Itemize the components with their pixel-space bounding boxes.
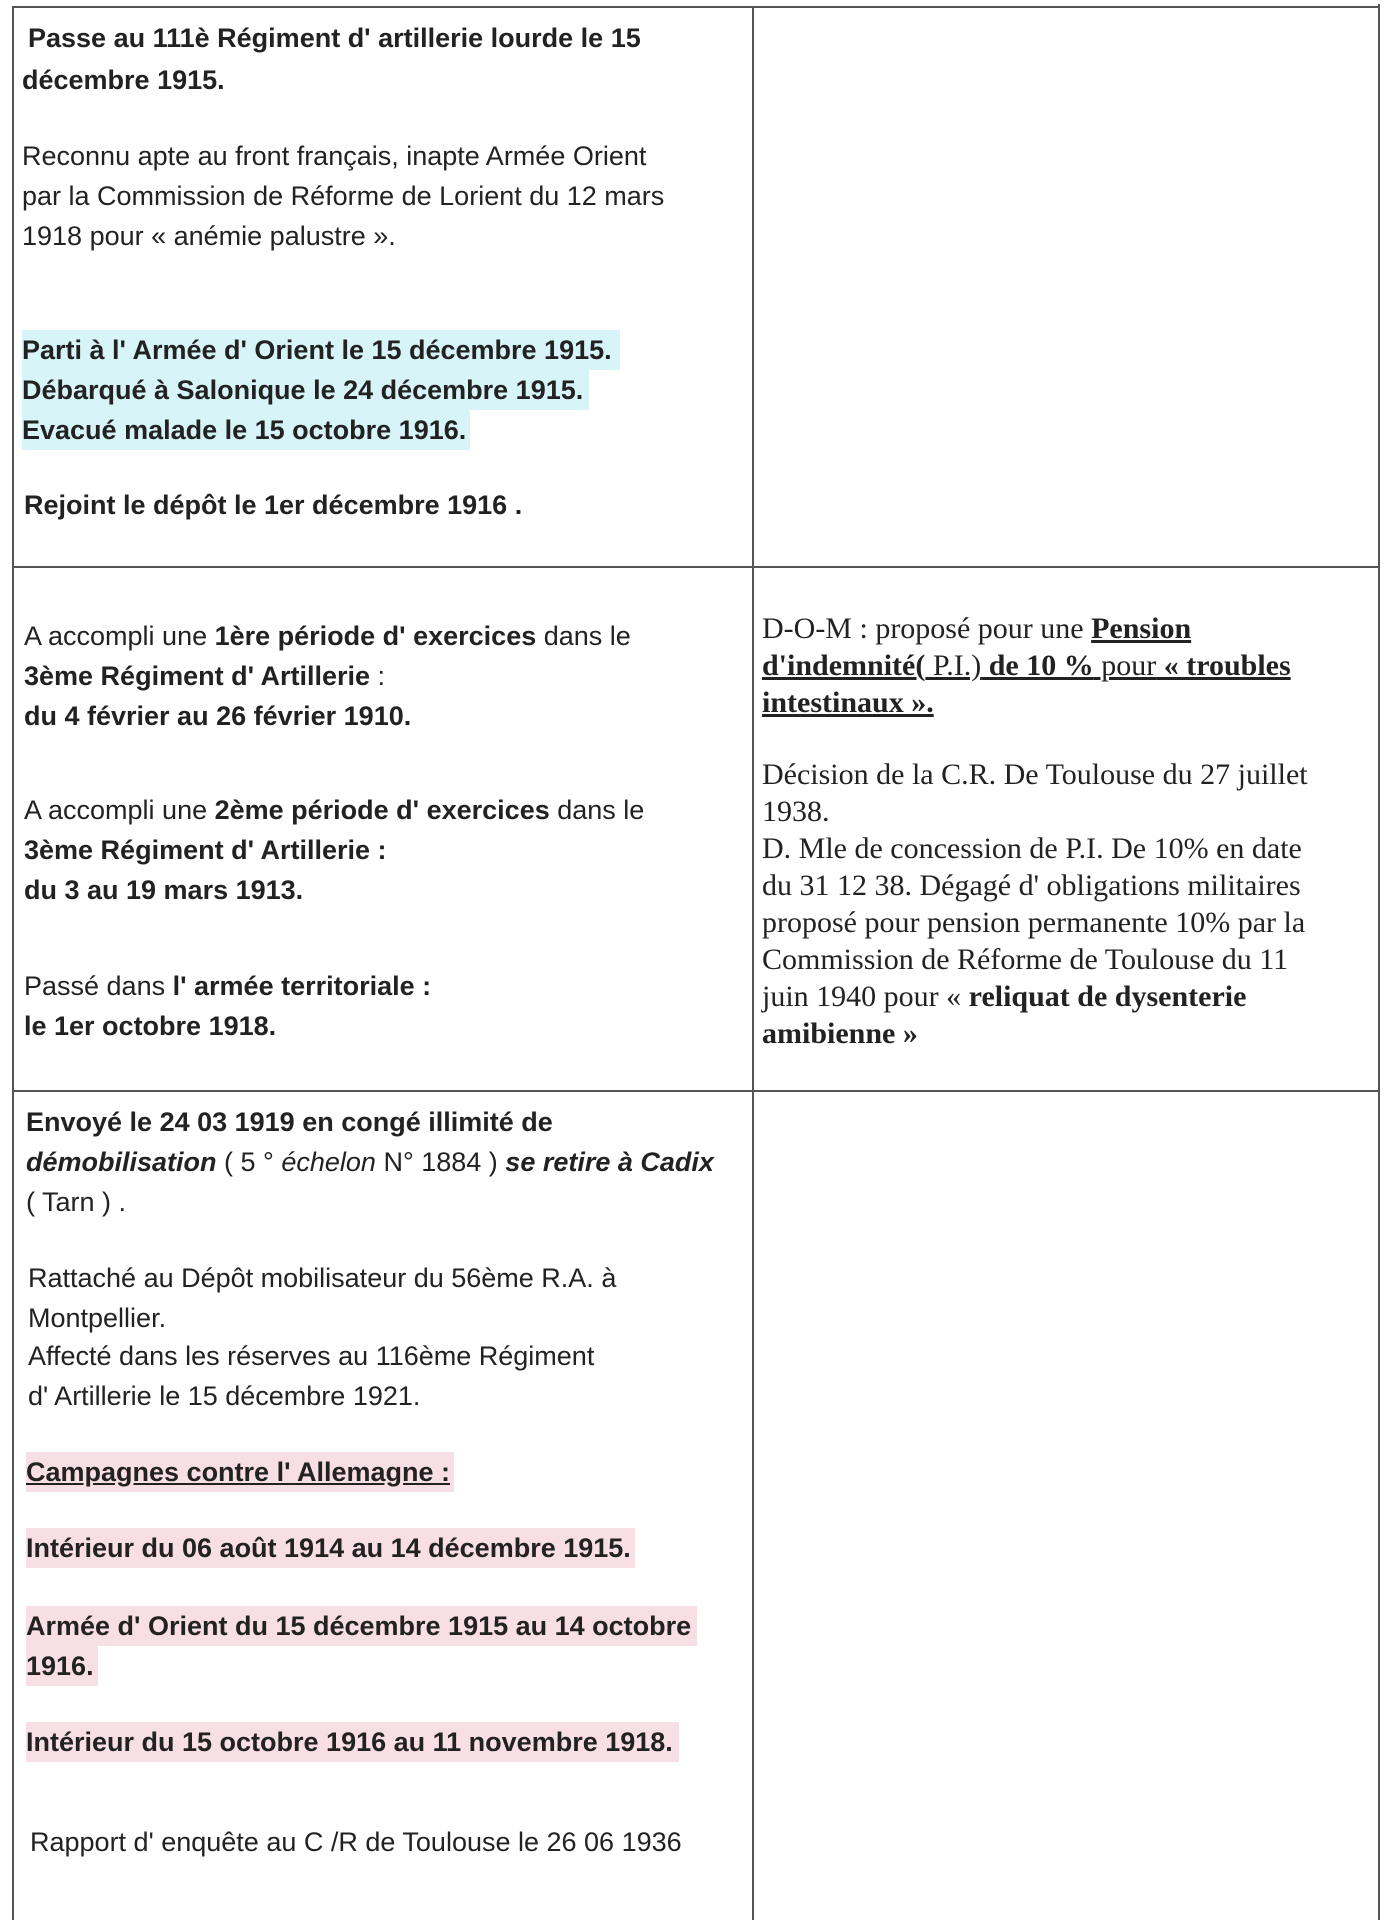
campaign-interior-2: Intérieur du 15 octobre 1916 au 11 novembre 1918.	[26, 1722, 679, 1762]
regiment-transfer-line: Passe au 111è Régiment d' artillerie lourde le 15	[28, 23, 641, 53]
pension-heading: Pension	[1091, 612, 1192, 645]
dom-pension-line-1	[762, 610, 1191, 647]
depot-return-line: Rejoint le dépôt le 1er décembre 1916 .	[24, 490, 523, 520]
echelon-open: ( 5 °	[216, 1147, 282, 1177]
retire-cadix: se retire à Cadix	[505, 1147, 714, 1177]
attached-depot-line-2: Montpellier.	[28, 1303, 167, 1333]
inquiry-report-line: Rapport d' enquête au C /R de Toulouse le 26 06 1936	[30, 1827, 682, 1857]
second-exercise-dates: du 3 au 19 mars 1913.	[24, 875, 304, 905]
attached-depot-line-1: Rattaché au Dépôt mobilisateur du 56ème R.A. à	[28, 1263, 617, 1293]
decision-line-8: amibienne »	[762, 1017, 918, 1050]
decision-line-3: D. Mle de concession de P.I. De 10% en date	[762, 832, 1302, 865]
decision-line-7	[762, 978, 1246, 1015]
first-exercise-regiment-colon: :	[370, 661, 386, 691]
first-exercise-regiment-name: 3ème Régiment d' Artillerie	[24, 661, 371, 691]
pi-abbrev: P.I.)	[925, 649, 982, 682]
echelon-word: échelon	[281, 1147, 376, 1177]
table-row-divider-1	[12, 566, 1380, 568]
table-border-left	[12, 6, 14, 1920]
second-exercise-regiment: 3ème Régiment d' Artillerie :	[24, 835, 387, 865]
first-exercise-prefix: A accompli une	[24, 621, 215, 651]
orient-departure-line: Parti à l' Armée d' Orient le 15 décembre 1915.	[22, 330, 620, 370]
first-exercise-line	[24, 616, 631, 656]
demobilisation-line-3: ( Tarn ) .	[26, 1187, 127, 1217]
territorial-army: l' armée territoriale :	[172, 971, 432, 1001]
decision-line-5: proposé pour pension permanente 10% par la	[762, 906, 1306, 939]
reserve-line-1: Affecté dans les réserves au 116ème Régiment	[28, 1341, 595, 1371]
dysentery-label: reliquat de dysenterie	[968, 980, 1247, 1013]
pension-rate: de 10 %	[981, 649, 1094, 682]
decision-line-6: Commission de Réforme de Toulouse du 11	[762, 943, 1289, 976]
dom-pension-line-3: intestinaux ».	[762, 686, 934, 719]
pension-for: pour	[1093, 649, 1157, 682]
salonique-landing-line: Débarqué à Salonique le 24 décembre 1915.	[22, 370, 589, 410]
decision-line-4: du 31 12 38. Dégagé d' obligations militaires	[762, 869, 1301, 902]
regiment-transfer-date: décembre 1915.	[22, 65, 225, 95]
table-row-divider-2	[12, 1090, 1380, 1092]
troubles-label: « troubles	[1156, 649, 1291, 682]
reform-text-line-1: Reconnu apte au front français, inapte Armée Orient	[22, 141, 647, 171]
territorial-prefix: Passé dans	[24, 971, 173, 1001]
dom-pension-line-2	[762, 647, 1291, 684]
second-exercise-suffix: dans le	[549, 795, 645, 825]
territorial-army-line	[24, 966, 431, 1006]
second-exercise-period: 2ème période d' exercices	[214, 795, 550, 825]
second-exercise-line	[24, 790, 644, 830]
reserve-line-2: d' Artillerie le 15 décembre 1921.	[28, 1381, 421, 1411]
campaign-orient-line-1: Armée d' Orient du 15 décembre 1915 au 14 octobre	[26, 1606, 697, 1646]
territorial-date: le 1er octobre 1918.	[24, 1011, 277, 1041]
demobilisation-line-2	[26, 1142, 714, 1182]
demobilisation-line-1: Envoyé le 24 03 1919 en congé illimité de	[26, 1107, 553, 1137]
demobilisation-word: démobilisation	[26, 1147, 217, 1177]
campaigns-heading: Campagnes contre l' Allemagne :	[26, 1452, 454, 1492]
evacuation-line: Evacué malade le 15 octobre 1916.	[22, 410, 470, 450]
dom-pension-prefix: D-O-M : proposé pour une	[762, 612, 1092, 645]
campaign-orient-line-2: 1916.	[26, 1646, 98, 1686]
decision-line-1: Décision de la C.R. De Toulouse du 27 juillet	[762, 758, 1308, 791]
table-border-right	[1378, 4, 1380, 1920]
indemnity-label: d'indemnité(	[762, 649, 926, 682]
second-exercise-prefix: A accompli une	[24, 795, 215, 825]
decision-line-7-prefix: juin 1940 pour «	[762, 980, 969, 1013]
reform-text-line-3: 1918 pour « anémie palustre ».	[22, 221, 396, 251]
table-border-top	[12, 6, 1380, 8]
first-exercise-suffix: dans le	[536, 621, 631, 651]
first-exercise-period: 1ère période d' exercices	[214, 621, 537, 651]
campaign-interior-1: Intérieur du 06 août 1914 au 14 décembre 1915.	[26, 1528, 635, 1568]
reform-text-line-2: par la Commission de Réforme de Lorient du 12 mars	[22, 181, 665, 211]
first-exercise-dates: du 4 février au 26 février 1910.	[24, 701, 412, 731]
echelon-number: N° 1884 )	[375, 1147, 506, 1177]
decision-line-2: 1938.	[762, 795, 830, 828]
first-exercise-regiment	[24, 656, 385, 696]
table-column-divider	[752, 6, 754, 1920]
